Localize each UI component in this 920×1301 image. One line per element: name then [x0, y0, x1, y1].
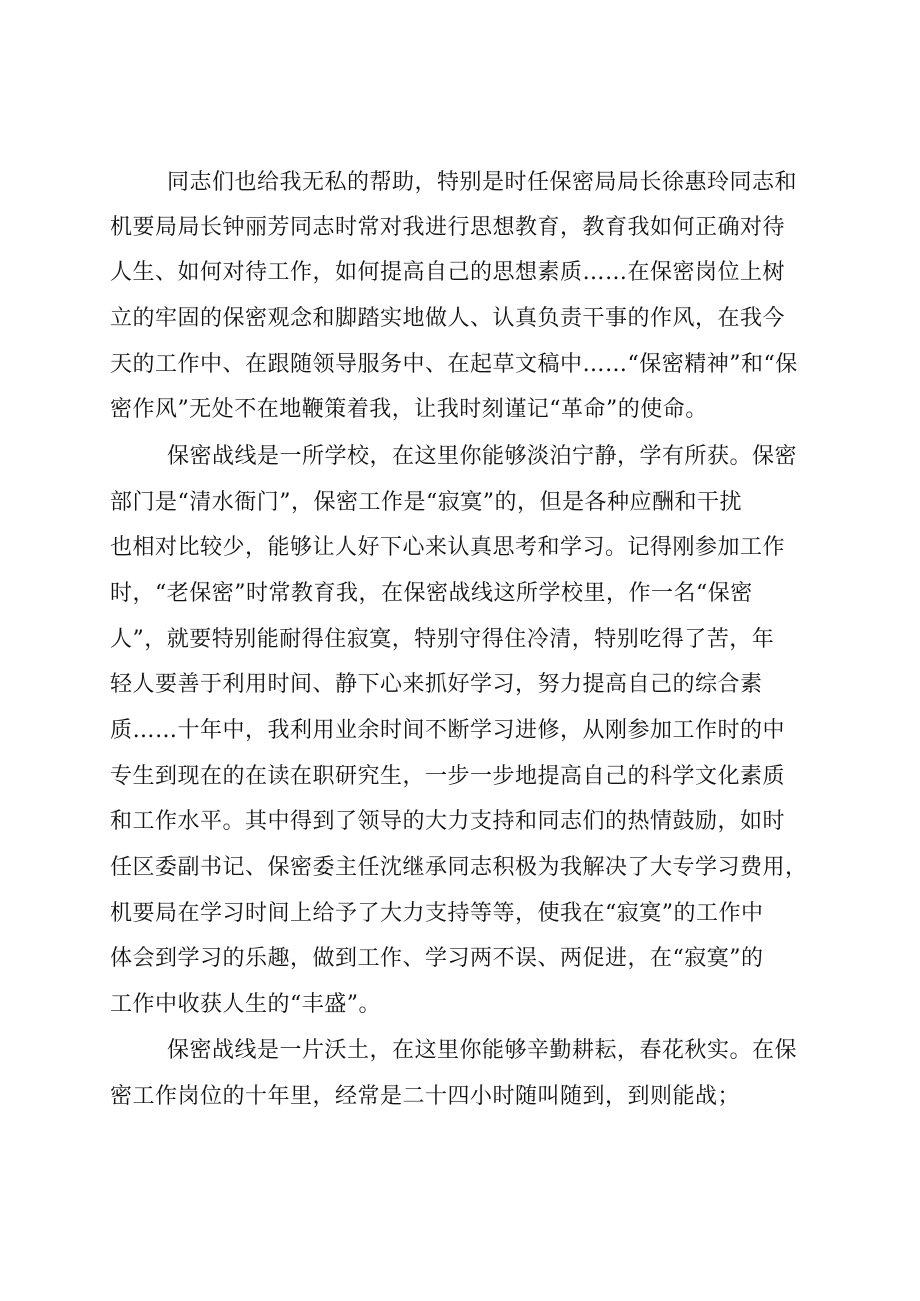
- text-line: 也相对比较少，能够让人好下心来认真思考和学习。记得刚参加工作: [110, 535, 786, 560]
- text-line: 时，“老保密”时常教育我，在保密战线这所学校里，作一名“保密: [110, 581, 753, 606]
- text-line: 保密战线是一所学校，在这里你能够淡泊宁静，学有所获。保密: [167, 444, 798, 469]
- text-line: 部门是“清水衙门”，保密工作是“寂寞”的，但是各种应酬和干扰: [110, 490, 742, 515]
- text-line: 密作风”无处不在地鞭策着我，让我时刻谨记“革命”的使命。: [110, 397, 708, 422]
- text-line: 同志们也给我无私的帮助，特别是时任保密局局长徐惠玲同志和: [167, 170, 798, 195]
- text-line: 密工作岗位的十年里，经常是二十四小时随叫随到，到则能战；: [110, 1084, 741, 1109]
- text-line: 质……十年中，我利用业余时间不断学习进修，从刚参加工作时的中: [110, 718, 786, 743]
- text-line: 专生到现在的在读在职研究生，一步一步地提高自己的科学文化素质: [110, 764, 786, 789]
- text-line: 机要局在学习时间上给予了大力支持等等，使我在“寂寞”的工作中: [110, 901, 764, 926]
- text-line: 工作中收获人生的“丰盛”。: [110, 992, 381, 1017]
- text-line: 体会到学习的乐趣，做到工作、学习两不误、两促进，在“寂寞”的: [110, 946, 764, 971]
- text-line: 和工作水平。其中得到了领导的大力支持和同志们的热情鼓励，如时: [110, 809, 786, 834]
- text-line: 机要局局长钟丽芳同志时常对我进行思想教育，教育我如何正确对待: [110, 215, 786, 240]
- text-line: 天的工作中、在跟随领导服务中、在起草文稿中……“保密精神”和“保: [110, 352, 798, 377]
- text-line: 轻人要善于利用时间、静下心来抓好学习，努力提高自己的综合素: [110, 672, 763, 697]
- text-line: 立的牢固的保密观念和脚踏实地做人、认真负责干事的作风，在我今: [110, 306, 786, 331]
- text-line: 保密战线是一片沃土，在这里你能够辛勤耕耘，春花秋实。在保: [167, 1038, 798, 1063]
- document-body: [110, 0, 820, 1301]
- text-line: 任区委副书记、保密委主任沈继承同志积极为我解决了大专学习费用，: [110, 855, 808, 880]
- text-line: 人生、如何对待工作，如何提高自己的思想素质……在保密岗位上树: [110, 260, 786, 285]
- text-line: 人”，就要特别能耐得住寂寞，特别守得住冷清，特别吃得了苦，年: [110, 627, 775, 652]
